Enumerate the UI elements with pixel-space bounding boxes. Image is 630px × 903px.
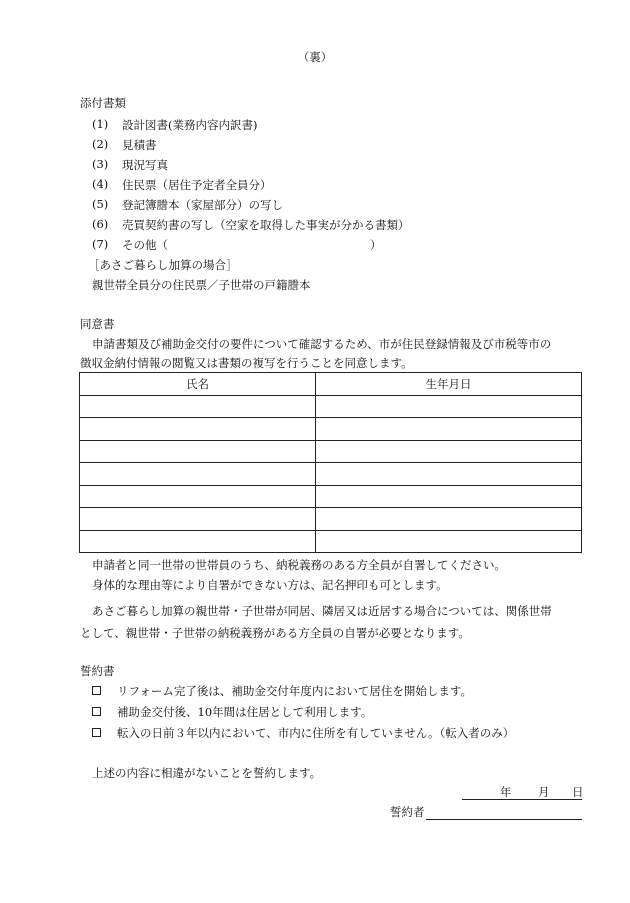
attachment-number: (2) <box>92 137 109 151</box>
consent-note-1: 申請者と同一世帯の世帯員のうち、納税義務のある方全員が自署してください。 <box>92 558 506 572</box>
signature-table <box>79 372 582 553</box>
attachment-item: 設計図書(業務内容内訳書) <box>122 118 258 132</box>
consent-text-line1: 申請書類及び補助金交付の要件について確認するため、市が住民登録情報及び市税等市の <box>92 337 552 351</box>
date-underline[interactable] <box>462 799 582 800</box>
table-row <box>80 440 582 463</box>
table-row <box>80 418 582 441</box>
column-header-birthdate: 生年月日 <box>316 373 582 396</box>
checkbox-icon[interactable] <box>92 728 101 737</box>
attachment-item: 登記簿謄本（家屋部分）の写し <box>122 198 283 212</box>
pledge-item-1: リフォーム完了後は、補助金交付年度内において居住を開始します。 <box>117 684 473 698</box>
attachment-number: (4) <box>92 177 109 191</box>
attachment-item-other: その他（ <box>122 238 168 252</box>
signer-underline[interactable] <box>426 819 582 820</box>
birthdate-cell[interactable] <box>316 508 582 531</box>
attachment-number: (7) <box>92 237 109 251</box>
birthdate-cell[interactable] <box>316 485 582 508</box>
table-row <box>80 463 582 486</box>
consent-note-2: 身体的な理由等により自署ができない方は、記名押印も可とします。 <box>92 578 448 592</box>
consent-text-line2: 徴収金納付情報の閲覧又は書類の複写を行うことを同意します。 <box>80 356 413 370</box>
birthdate-cell[interactable] <box>316 463 582 486</box>
table-header-row <box>80 373 582 396</box>
signer-label: 誓約者 <box>390 805 425 819</box>
name-cell[interactable] <box>80 440 316 463</box>
consent-note-3a: あさご暮らし加算の親世帯・子世帯が同居、隣居又は近居する場合については、関係世帯 <box>92 604 552 618</box>
name-cell[interactable] <box>80 485 316 508</box>
page-title: （裏） <box>297 50 333 64</box>
birthdate-cell[interactable] <box>316 418 582 441</box>
pledge-item-2: 補助金交付後、10年間は住居として利用します。 <box>117 705 373 719</box>
attachment-item: 見積書 <box>122 138 157 152</box>
attachment-number: (1) <box>92 117 109 131</box>
name-cell[interactable] <box>80 463 316 486</box>
name-cell[interactable] <box>80 395 316 418</box>
attachments-heading: 添付書類 <box>80 96 126 110</box>
attachment-item: 売買契約書の写し（空家を取得した事実が分かる書類） <box>122 218 410 232</box>
consent-note-3b: として、親世帯・子世帯の納税義務がある方全員の自署が必要となります。 <box>80 626 470 640</box>
attachment-item: 住民票（居住予定者全員分） <box>122 178 272 192</box>
table-row <box>80 395 582 418</box>
pledge-statement: 上述の内容に相違がないことを誓約します。 <box>92 766 322 780</box>
birthdate-cell[interactable] <box>316 440 582 463</box>
column-header-name: 氏名 <box>80 373 316 396</box>
date-month-label: 月 <box>538 785 550 799</box>
name-cell[interactable] <box>80 418 316 441</box>
attachment-number: (3) <box>92 157 109 171</box>
other-close-paren: ） <box>370 238 382 252</box>
name-cell[interactable] <box>80 508 316 531</box>
consent-heading: 同意書 <box>80 317 115 331</box>
attachment-number: (5) <box>92 197 109 211</box>
birthdate-cell[interactable] <box>316 530 582 553</box>
attachment-item: 現況写真 <box>122 158 168 172</box>
date-day-label: 日 <box>572 785 584 799</box>
table-row <box>80 530 582 553</box>
birthdate-cell[interactable] <box>316 395 582 418</box>
date-year-label: 年 <box>500 785 512 799</box>
attachment-number: (6) <box>92 217 109 231</box>
checkbox-icon[interactable] <box>92 686 101 695</box>
checkbox-icon[interactable] <box>92 707 101 716</box>
special-case-label: ［あさご暮らし加算の場合］ <box>88 258 238 272</box>
pledge-item-3: 転入の日前３年以内において、市内に住所を有していません。（転入者のみ） <box>117 726 515 740</box>
name-cell[interactable] <box>80 530 316 553</box>
pledge-heading: 誓約書 <box>80 664 115 678</box>
table-row <box>80 485 582 508</box>
special-case-text: 親世帯全員分の住民票／子世帯の戸籍謄本 <box>92 278 311 292</box>
table-row <box>80 508 582 531</box>
